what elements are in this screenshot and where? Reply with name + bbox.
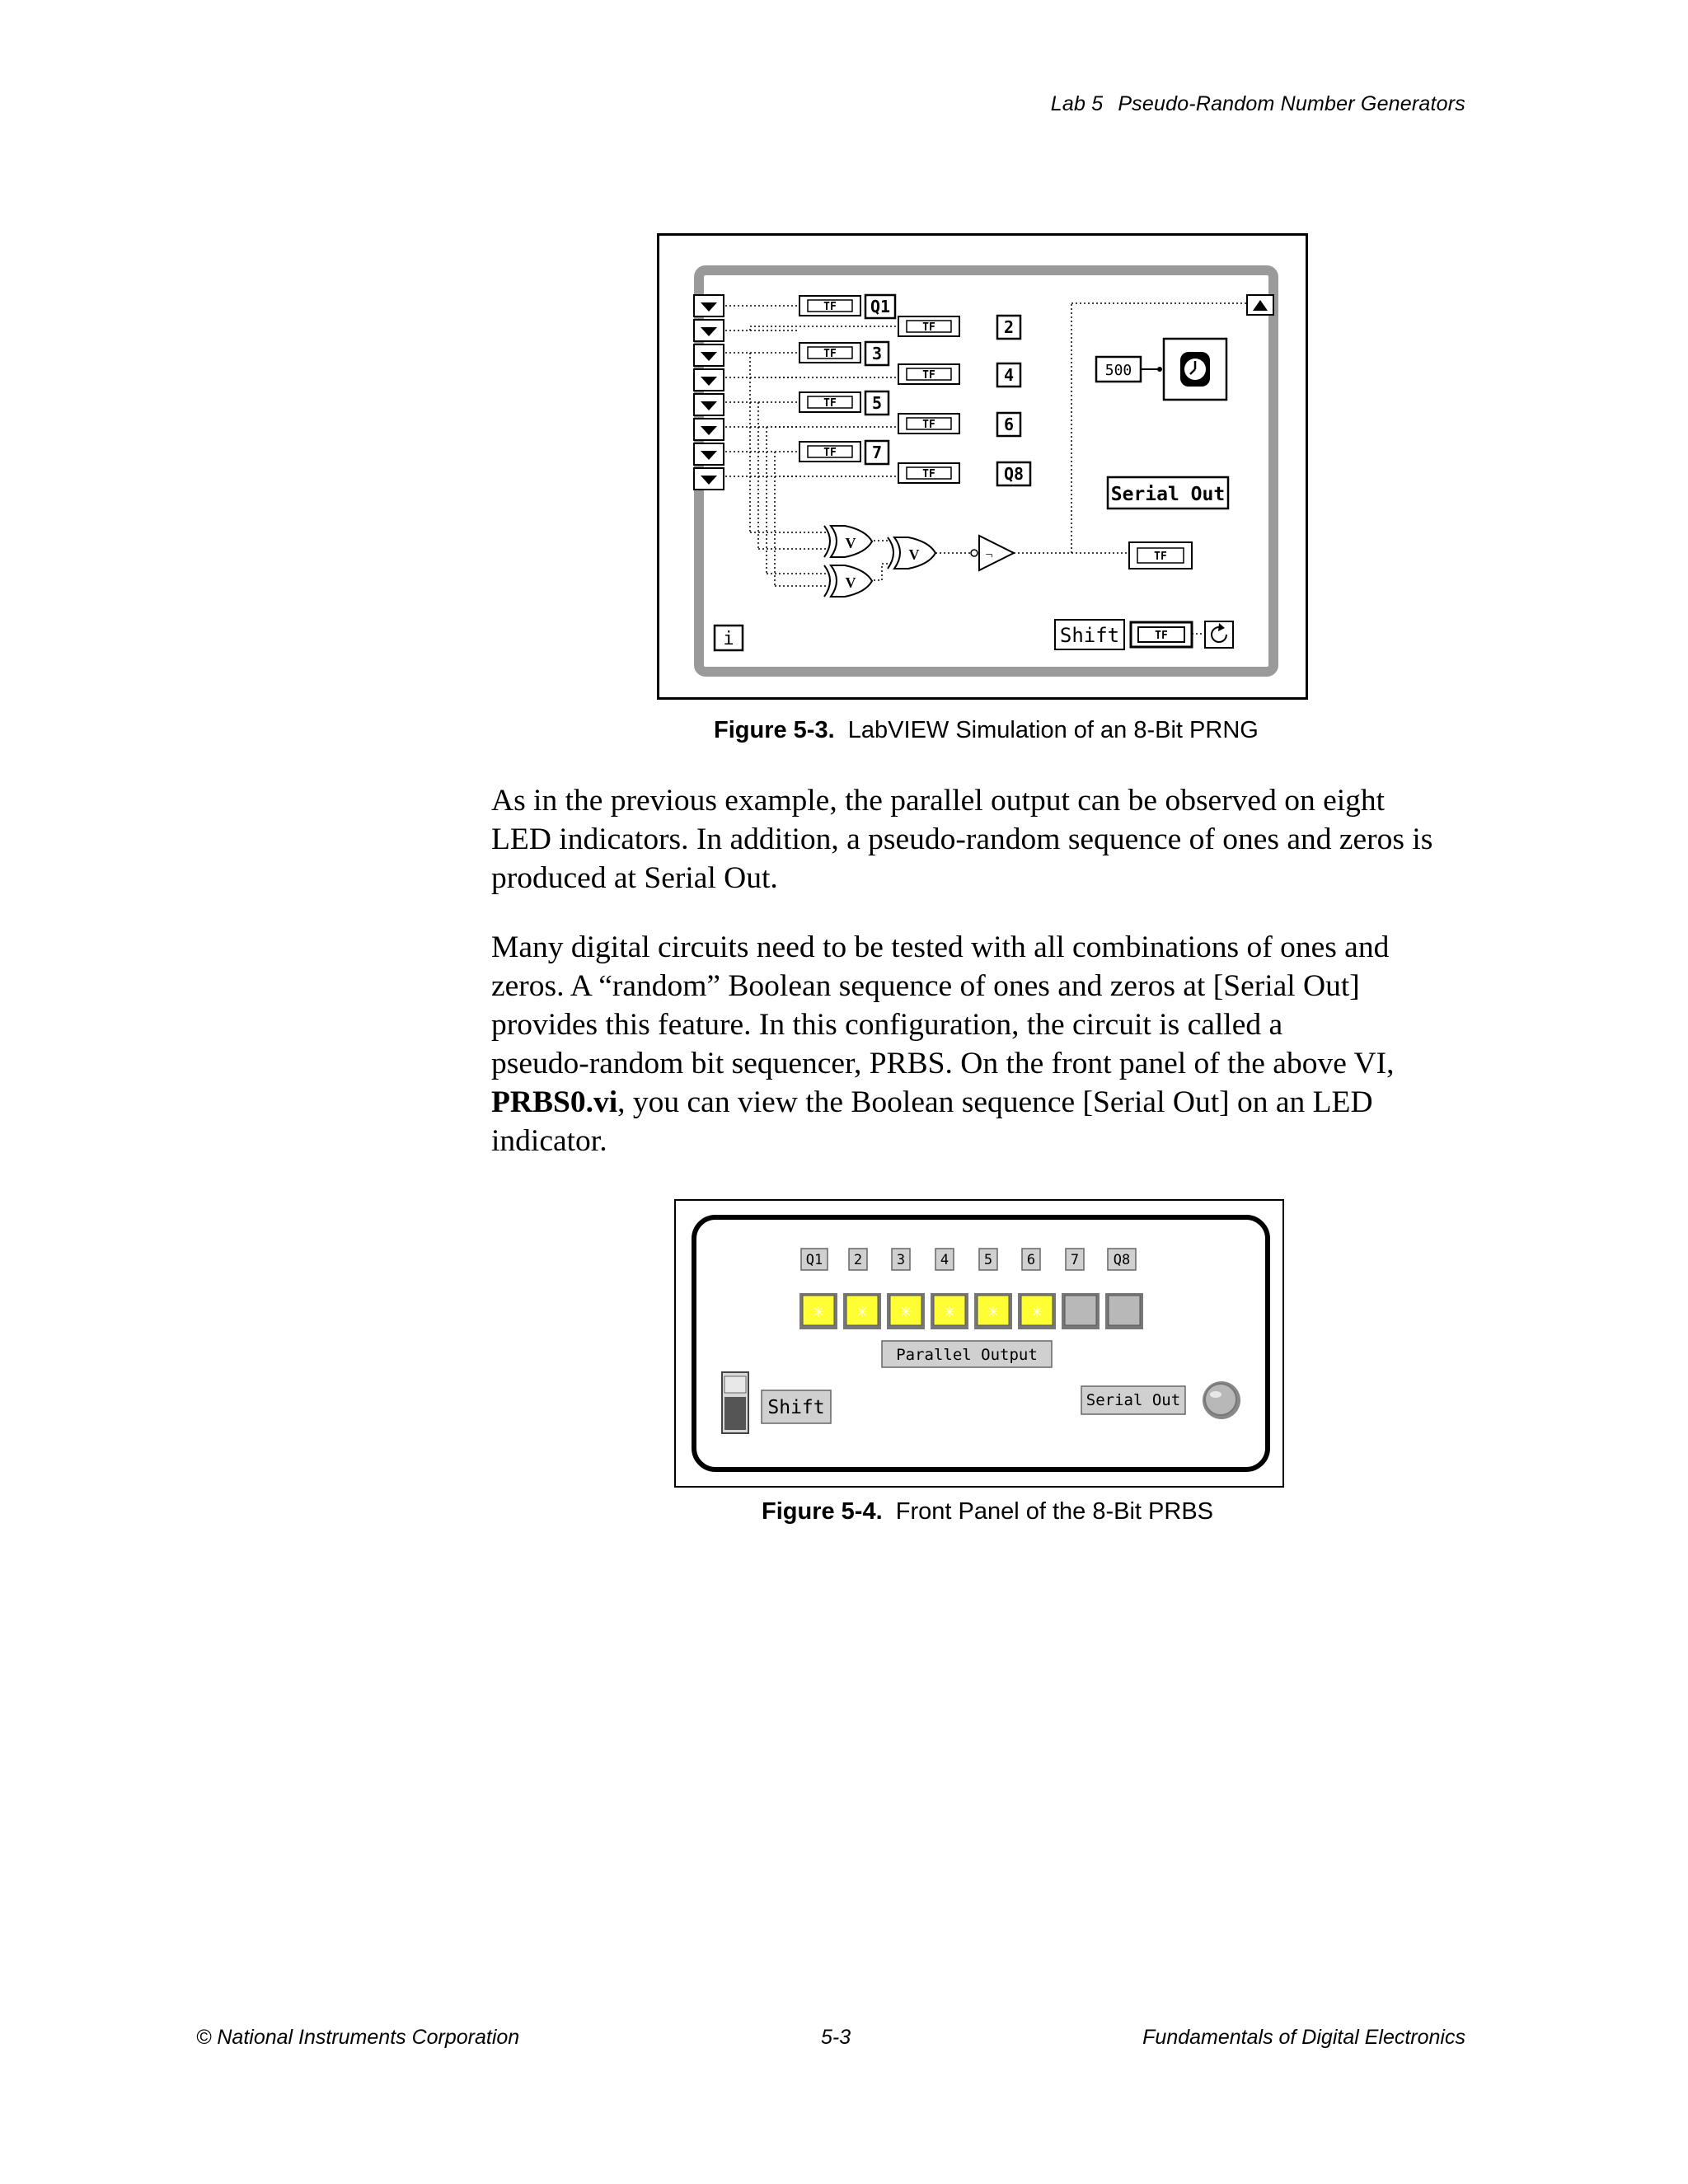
svg-text:TF: TF <box>922 321 935 334</box>
paragraph-2-line <box>491 1083 1480 1122</box>
svg-text:TF: TF <box>1154 551 1167 563</box>
parallel-led <box>931 1293 968 1329</box>
tf-indicator-2 <box>898 316 1020 339</box>
paragraph-1-line: As in the previous example, the parallel output can be observed on eight <box>491 784 1386 818</box>
xor-gates <box>824 526 1014 597</box>
parallel-led <box>799 1293 837 1329</box>
xor-gate-1 <box>824 526 872 557</box>
header-lab: Lab 5 <box>1050 92 1104 115</box>
led-label: 4 <box>940 1252 950 1268</box>
serial-out-led <box>1203 1381 1240 1419</box>
footer-copyright: © National Instruments Corporation <box>196 2026 520 2049</box>
svg-text:2: 2 <box>1003 317 1015 337</box>
footer-page-number: 5-3 <box>821 2026 851 2049</box>
tf-indicator-4 <box>898 363 1020 387</box>
figure-5-4-front-panel <box>674 1199 1284 1488</box>
led-label: 7 <box>1070 1252 1080 1268</box>
svg-text:6: 6 <box>1003 415 1015 434</box>
led-label: 2 <box>853 1252 863 1268</box>
serial-out-label: Serial Out <box>1085 1391 1181 1409</box>
led-glow-icon: ✳ <box>987 1304 1000 1320</box>
paragraph-2 <box>491 928 1480 1160</box>
parallel-led <box>974 1293 1012 1329</box>
led-label: Q8 <box>1113 1252 1131 1268</box>
led-label: 6 <box>1026 1252 1036 1268</box>
shift-label: Shift <box>767 1397 825 1418</box>
while-loop-frame <box>699 270 1273 672</box>
xor-gate-3 <box>888 537 935 569</box>
svg-text:3: 3 <box>871 344 883 363</box>
shift-toggle-switch[interactable] <box>722 1372 748 1433</box>
svg-text:TF: TF <box>1155 630 1168 642</box>
led-glow-icon: ✳ <box>856 1304 869 1320</box>
svg-text:i: i <box>723 629 734 649</box>
tf-indicator-q1 <box>799 295 895 318</box>
svg-text:TF: TF <box>922 369 935 382</box>
led-glow-icon: ✳ <box>899 1304 912 1320</box>
xor-gate-2 <box>824 565 872 597</box>
paragraph-2-line: provides this feature. In this configuration, the circuit is called a <box>491 1008 1283 1042</box>
paragraph-2-line: Many digital circuits need to be tested with all combinations of ones and <box>491 930 1390 964</box>
svg-text:4: 4 <box>1003 365 1015 385</box>
tf-indicator-7 <box>799 441 889 464</box>
svg-text:TF: TF <box>823 447 837 459</box>
figure-5-4-text: Front Panel of the 8-Bit PRBS <box>895 1498 1214 1525</box>
svg-text:TF: TF <box>922 468 935 480</box>
serial-out-terminal <box>1108 477 1228 569</box>
figure-5-3-block-diagram <box>657 233 1308 700</box>
led-glow-icon: ✳ <box>943 1304 956 1320</box>
shift-control <box>1055 620 1233 649</box>
svg-text:Q8: Q8 <box>1003 464 1025 484</box>
tf-column-middle <box>898 316 1030 485</box>
svg-text:TF: TF <box>823 301 837 313</box>
parallel-led <box>1105 1293 1143 1329</box>
figure-5-3-caption <box>714 717 1259 744</box>
svg-text:TF: TF <box>823 348 837 360</box>
parallel-led <box>843 1293 881 1329</box>
paragraph-2-line: zeros. A “random” Boolean sequence of ones and zeros at [Serial Out] <box>491 969 1360 1003</box>
tf-indicator-q8 <box>898 462 1030 485</box>
svg-text:Serial Out: Serial Out <box>1110 484 1226 505</box>
led-label: 5 <box>983 1252 993 1268</box>
svg-text:V: V <box>845 535 856 551</box>
parallel-output-label: Parallel Output <box>896 1346 1038 1364</box>
svg-text:¬: ¬ <box>985 548 993 562</box>
svg-text:7: 7 <box>871 443 883 462</box>
tf-column-left <box>799 295 895 464</box>
svg-text:TF: TF <box>823 397 837 410</box>
parallel-led <box>1062 1293 1100 1329</box>
block-diagram-svg <box>659 236 1311 702</box>
tf-indicator-5 <box>799 391 889 415</box>
figure-5-4-label: Figure 5-4. <box>762 1498 883 1525</box>
figure-5-3-label: Figure 5-3. <box>714 717 835 743</box>
svg-text:V: V <box>845 574 856 591</box>
led-glow-icon: ✳ <box>812 1304 825 1320</box>
svg-text:TF: TF <box>922 419 935 431</box>
paragraph-2-line: pseudo-random bit sequencer, PRBS. On the front panel of the above VI, <box>491 1047 1395 1080</box>
led-label: Q1 <box>805 1252 823 1268</box>
wait-timer <box>1096 339 1226 400</box>
header-title: Pseudo-Random Number Generators <box>1118 92 1465 115</box>
tf-indicator-6 <box>898 413 1020 436</box>
iteration-terminal <box>715 626 743 650</box>
clock-icon <box>1180 352 1210 387</box>
not-gate <box>971 536 1014 570</box>
led-glow-icon: ✳ <box>1030 1304 1043 1320</box>
paragraph-2-line-rest: , you can view the Boolean sequence [Serial Out] on an LED <box>617 1085 1373 1119</box>
paragraph-1 <box>491 781 1480 898</box>
svg-text:Q1: Q1 <box>870 297 891 316</box>
led-label: 3 <box>896 1252 906 1268</box>
figure-5-4-caption <box>762 1498 1213 1526</box>
svg-text:500: 500 <box>1104 362 1132 379</box>
parallel-led <box>887 1293 925 1329</box>
shift-register-right <box>1247 295 1273 315</box>
vi-filename: PRBS0.vi <box>491 1085 618 1119</box>
footer-book-title: Fundamentals of Digital Electronics <box>1142 2026 1465 2049</box>
paragraph-1-line: produced at Serial Out. <box>491 861 778 895</box>
front-panel-svg <box>676 1201 1286 1489</box>
paragraph-1-line: LED indicators. In addition, a pseudo-random sequence of ones and zeros is <box>491 823 1433 856</box>
paragraph-2-line: indicator. <box>491 1124 607 1158</box>
parallel-led <box>1018 1293 1056 1329</box>
figure-5-3-text: LabVIEW Simulation of an 8-Bit PRNG <box>847 717 1259 743</box>
tf-indicator-3 <box>799 342 889 365</box>
running-header <box>1051 92 1465 116</box>
svg-text:Shift: Shift <box>1059 624 1120 647</box>
svg-text:V: V <box>908 546 920 563</box>
svg-text:5: 5 <box>871 393 883 413</box>
